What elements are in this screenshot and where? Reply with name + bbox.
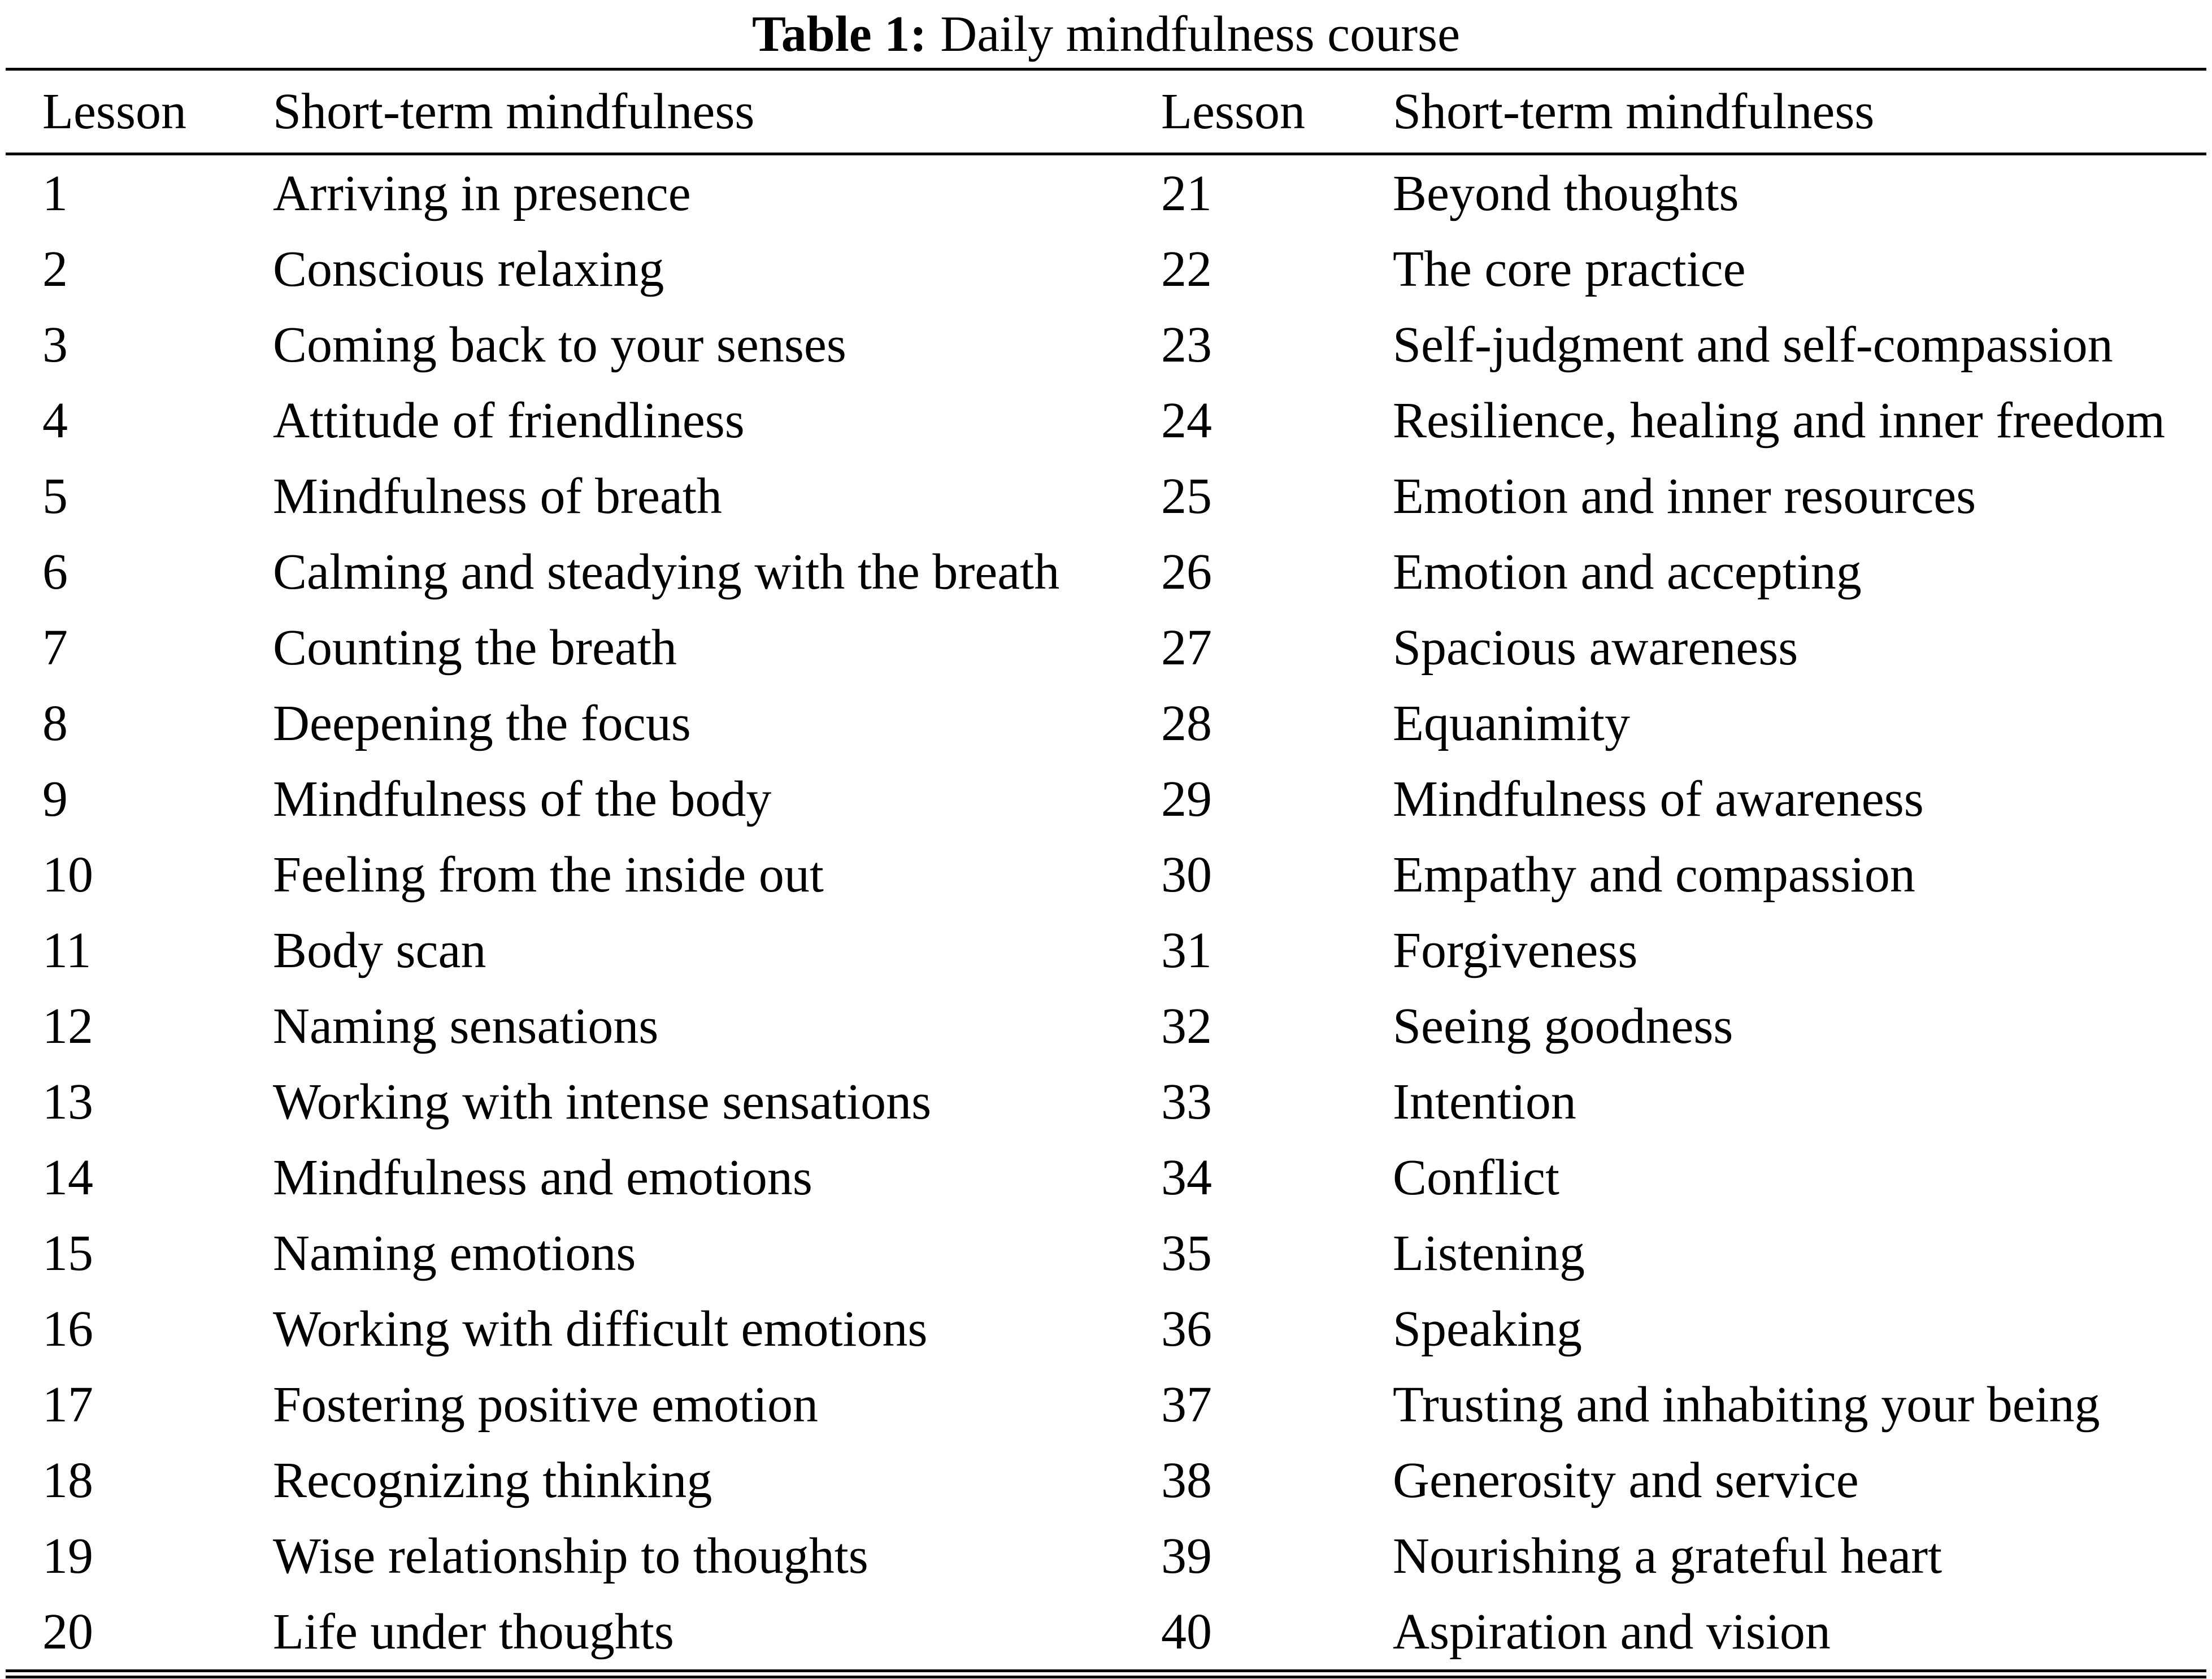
column-header-lesson-right: Lesson [1161, 84, 1305, 140]
lesson-topic-cell: Feeling from the inside out [273, 846, 824, 903]
lesson-topic-cell: Counting the breath [273, 619, 677, 676]
table-row [6, 1215, 2206, 1291]
table-row [6, 837, 2206, 912]
table-header-row [6, 71, 2206, 155]
column-header-topic-right: Short-term mindfulness [1393, 84, 1875, 140]
lesson-number-cell: 5 [42, 468, 68, 524]
lesson-number-cell: 31 [1161, 922, 1212, 978]
lesson-topic-cell: Aspiration and vision [1393, 1603, 1831, 1660]
table-row [6, 231, 2206, 307]
table-row [6, 610, 2206, 685]
lesson-topic-cell: Forgiveness [1393, 922, 1638, 978]
table-caption [0, 0, 2212, 68]
table-row [6, 382, 2206, 458]
lesson-number-cell: 33 [1161, 1073, 1212, 1130]
lesson-number-cell: 27 [1161, 619, 1212, 676]
table-row [6, 155, 2206, 231]
lesson-number-cell: 35 [1161, 1225, 1212, 1281]
table-row [6, 1594, 2206, 1669]
lesson-number-cell: 1 [42, 165, 68, 221]
lesson-topic-cell: Empathy and compassion [1393, 846, 1915, 903]
lesson-topic-cell: Naming sensations [273, 998, 659, 1054]
lesson-number-cell: 9 [42, 771, 68, 827]
lesson-number-cell: 15 [42, 1225, 93, 1281]
lesson-number-cell: 25 [1161, 468, 1212, 524]
lesson-number-cell: 19 [42, 1528, 93, 1584]
lesson-number-cell: 4 [42, 392, 68, 449]
table-caption-label: Table 1: [751, 6, 927, 62]
lesson-topic-cell: Equanimity [1393, 695, 1630, 751]
lesson-number-cell: 17 [42, 1376, 93, 1433]
lesson-number-cell: 11 [42, 922, 92, 978]
table-row [6, 912, 2206, 988]
lesson-number-cell: 7 [42, 619, 68, 676]
lesson-topic-cell: Mindfulness of awareness [1393, 771, 1924, 827]
lesson-number-cell: 8 [42, 695, 68, 751]
lesson-number-cell: 36 [1161, 1300, 1212, 1357]
lesson-topic-cell: The core practice [1393, 241, 1746, 297]
table-row [6, 1139, 2206, 1215]
lesson-topic-cell: Conscious relaxing [273, 241, 664, 297]
lesson-number-cell: 23 [1161, 316, 1212, 373]
lesson-topic-cell: Speaking [1393, 1300, 1582, 1357]
lesson-topic-cell: Trusting and inhabiting your being [1393, 1376, 2100, 1433]
lesson-topic-cell: Fostering positive emotion [273, 1376, 818, 1433]
lesson-topic-cell: Naming emotions [273, 1225, 636, 1281]
lesson-number-cell: 14 [42, 1149, 93, 1206]
lesson-topic-cell: Arriving in presence [273, 165, 691, 221]
table-row [6, 307, 2206, 382]
mindfulness-course-table [6, 68, 2206, 1672]
table-row [6, 761, 2206, 837]
lesson-topic-cell: Intention [1393, 1073, 1576, 1130]
lesson-number-cell: 32 [1161, 998, 1212, 1054]
lesson-number-cell: 13 [42, 1073, 93, 1130]
column-header-topic-left: Short-term mindfulness [273, 84, 755, 140]
lesson-topic-cell: Spacious awareness [1393, 619, 1798, 676]
lesson-topic-cell: Self-judgment and self-compassion [1393, 316, 2113, 373]
table-row [6, 534, 2206, 610]
column-header-lesson-left: Lesson [42, 84, 186, 140]
lesson-topic-cell: Mindfulness of the body [273, 771, 772, 827]
lesson-number-cell: 2 [42, 241, 68, 297]
lesson-topic-cell: Calming and steadying with the breath [273, 543, 1060, 600]
lesson-number-cell: 26 [1161, 543, 1212, 600]
lesson-number-cell: 39 [1161, 1528, 1212, 1584]
lesson-number-cell: 20 [42, 1603, 93, 1660]
lesson-number-cell: 21 [1161, 165, 1212, 221]
table-caption-text: Daily mindfulness course [940, 6, 1461, 62]
lesson-topic-cell: Emotion and inner resources [1393, 468, 1976, 524]
lesson-topic-cell: Generosity and service [1393, 1452, 1859, 1508]
table-row [6, 1291, 2206, 1367]
lesson-number-cell: 10 [42, 846, 93, 903]
lesson-number-cell: 38 [1161, 1452, 1212, 1508]
lesson-topic-cell: Recognizing thinking [273, 1452, 712, 1508]
lesson-topic-cell: Seeing goodness [1393, 998, 1733, 1054]
lesson-topic-cell: Coming back to your senses [273, 316, 846, 373]
table-row [6, 1442, 2206, 1518]
lesson-topic-cell: Resilience, healing and inner freedom [1393, 392, 2165, 449]
lesson-topic-cell: Emotion and accepting [1393, 543, 1862, 600]
lesson-topic-cell: Life under thoughts [273, 1603, 674, 1660]
lesson-topic-cell: Conflict [1393, 1149, 1559, 1206]
lesson-topic-cell: Working with difficult emotions [273, 1300, 928, 1357]
lesson-topic-cell: Body scan [273, 922, 486, 978]
lesson-number-cell: 6 [42, 543, 68, 600]
lesson-topic-cell: Nourishing a grateful heart [1393, 1528, 1942, 1584]
lesson-topic-cell: Beyond thoughts [1393, 165, 1739, 221]
lesson-topic-cell: Working with intense sensations [273, 1073, 932, 1130]
table-row [6, 988, 2206, 1064]
lesson-number-cell: 12 [42, 998, 93, 1054]
table-row [6, 1367, 2206, 1442]
lesson-topic-cell: Deepening the focus [273, 695, 691, 751]
table-row [6, 685, 2206, 761]
lesson-topic-cell: Mindfulness of breath [273, 468, 722, 524]
lesson-topic-cell: Listening [1393, 1225, 1585, 1281]
lesson-number-cell: 29 [1161, 771, 1212, 827]
lesson-topic-cell: Wise relationship to thoughts [273, 1528, 868, 1584]
lesson-topic-cell: Mindfulness and emotions [273, 1149, 812, 1206]
lesson-topic-cell: Attitude of friendliness [273, 392, 745, 449]
table-row [6, 1518, 2206, 1594]
lesson-number-cell: 28 [1161, 695, 1212, 751]
lesson-number-cell: 3 [42, 316, 68, 373]
lesson-number-cell: 18 [42, 1452, 93, 1508]
lesson-number-cell: 24 [1161, 392, 1212, 449]
lesson-number-cell: 16 [42, 1300, 93, 1357]
lesson-number-cell: 40 [1161, 1603, 1212, 1660]
table-bottom-rule [6, 1676, 2206, 1678]
lesson-number-cell: 37 [1161, 1376, 1212, 1433]
lesson-number-cell: 30 [1161, 846, 1212, 903]
table-row [6, 1064, 2206, 1139]
table-row [6, 458, 2206, 534]
lesson-number-cell: 22 [1161, 241, 1212, 297]
lesson-number-cell: 34 [1161, 1149, 1212, 1206]
